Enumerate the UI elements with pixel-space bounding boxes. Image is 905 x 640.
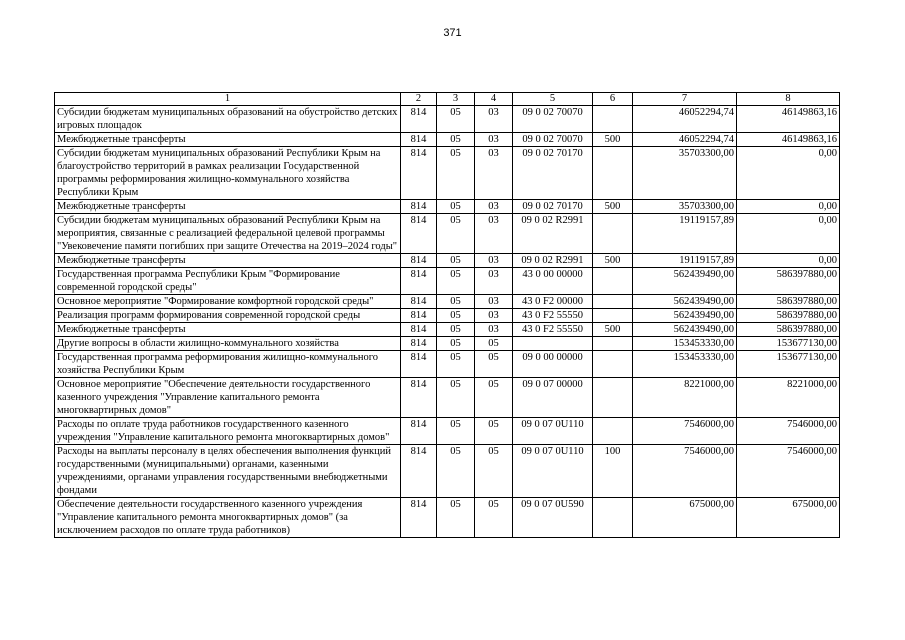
ministry-code: 814: [401, 323, 437, 337]
section-code: 05: [437, 133, 475, 147]
item-name: Основное мероприятие "Формирование комфортной городской среды": [55, 295, 401, 309]
table-row: [55, 498, 840, 538]
column-header: 4: [475, 93, 513, 106]
subsection-code: 03: [475, 147, 513, 200]
expense-type-code: [593, 309, 633, 323]
amount-year-1: 46052294,74: [633, 106, 737, 133]
amount-year-1: 153453330,00: [633, 351, 737, 378]
amount-year-2: 586397880,00: [737, 295, 840, 309]
ministry-code: 814: [401, 133, 437, 147]
ministry-code: 814: [401, 498, 437, 538]
section-code: 05: [437, 351, 475, 378]
section-code: 05: [437, 268, 475, 295]
amount-year-1: 562439490,00: [633, 323, 737, 337]
amount-year-2: 46149863,16: [737, 106, 840, 133]
table-row: [55, 106, 840, 133]
amount-year-2: 0,00: [737, 200, 840, 214]
section-code: 05: [437, 106, 475, 133]
amount-year-2: 8221000,00: [737, 378, 840, 418]
subsection-code: 03: [475, 254, 513, 268]
section-code: 05: [437, 214, 475, 254]
expense-type-code: [593, 147, 633, 200]
amount-year-1: 562439490,00: [633, 268, 737, 295]
table-row: [55, 351, 840, 378]
section-code: 05: [437, 295, 475, 309]
expense-type-code: [593, 106, 633, 133]
target-article-code: 09 0 02 70070: [513, 106, 593, 133]
expense-type-code: 500: [593, 254, 633, 268]
target-article-code: 09 0 07 00000: [513, 378, 593, 418]
expense-type-code: [593, 337, 633, 351]
item-name: Реализация программ формирования современной городской среды: [55, 309, 401, 323]
target-article-code: 09 0 02 70170: [513, 200, 593, 214]
subsection-code: 03: [475, 268, 513, 295]
header-row: [55, 93, 840, 106]
target-article-code: 09 0 02 70170: [513, 147, 593, 200]
amount-year-2: 586397880,00: [737, 268, 840, 295]
target-article-code: 43 0 F2 55550: [513, 323, 593, 337]
ministry-code: 814: [401, 147, 437, 200]
item-name: Межбюджетные трансферты: [55, 323, 401, 337]
ministry-code: 814: [401, 309, 437, 323]
amount-year-1: 19119157,89: [633, 254, 737, 268]
section-code: 05: [437, 200, 475, 214]
ministry-code: 814: [401, 418, 437, 445]
ministry-code: 814: [401, 214, 437, 254]
expense-type-code: [593, 351, 633, 378]
subsection-code: 03: [475, 309, 513, 323]
amount-year-2: 586397880,00: [737, 309, 840, 323]
subsection-code: 05: [475, 418, 513, 445]
expense-type-code: 100: [593, 445, 633, 498]
target-article-code: 43 0 F2 55550: [513, 309, 593, 323]
column-header: 6: [593, 93, 633, 106]
ministry-code: 814: [401, 254, 437, 268]
subsection-code: 05: [475, 498, 513, 538]
ministry-code: 814: [401, 445, 437, 498]
expense-type-code: 500: [593, 133, 633, 147]
section-code: 05: [437, 323, 475, 337]
amount-year-1: 46052294,74: [633, 133, 737, 147]
table-row: [55, 254, 840, 268]
table-row: [55, 445, 840, 498]
item-name: Государственная программа реформирования жилищно-коммунального хозяйства Республики Крым: [55, 351, 401, 378]
table-row: [55, 323, 840, 337]
page-number: 371: [443, 27, 462, 39]
subsection-code: 05: [475, 445, 513, 498]
table-row: [55, 309, 840, 323]
item-name: Межбюджетные трансферты: [55, 200, 401, 214]
amount-year-2: 0,00: [737, 147, 840, 200]
amount-year-1: 675000,00: [633, 498, 737, 538]
ministry-code: 814: [401, 351, 437, 378]
expense-type-code: [593, 498, 633, 538]
ministry-code: 814: [401, 295, 437, 309]
item-name: Основное мероприятие "Обеспечение деятельности государственного казенного учреждения "Управление капитального ремонта многоквартирных домов": [55, 378, 401, 418]
subsection-code: 03: [475, 106, 513, 133]
item-name: Обеспечение деятельности государственного казенного учреждения "Управление капитального ремонта многоквартирных домов" (за исключением расходов по оплате труда работников): [55, 498, 401, 538]
expense-type-code: 500: [593, 200, 633, 214]
table-row: [55, 418, 840, 445]
ministry-code: 814: [401, 200, 437, 214]
amount-year-1: 8221000,00: [633, 378, 737, 418]
amount-year-1: 7546000,00: [633, 445, 737, 498]
expense-type-code: [593, 268, 633, 295]
target-article-code: 09 0 02 70070: [513, 133, 593, 147]
column-header: 3: [437, 93, 475, 106]
item-name: Межбюджетные трансферты: [55, 254, 401, 268]
item-name: Межбюджетные трансферты: [55, 133, 401, 147]
amount-year-1: 562439490,00: [633, 295, 737, 309]
column-header: 7: [633, 93, 737, 106]
item-name: Государственная программа Республики Крым "Формирование современной городской среды": [55, 268, 401, 295]
table-row: [55, 200, 840, 214]
table-row: [55, 214, 840, 254]
amount-year-2: 675000,00: [737, 498, 840, 538]
section-code: 05: [437, 378, 475, 418]
table-row: [55, 378, 840, 418]
subsection-code: 05: [475, 378, 513, 418]
subsection-code: 03: [475, 214, 513, 254]
column-header: 8: [737, 93, 840, 106]
ministry-code: 814: [401, 378, 437, 418]
column-header: 5: [513, 93, 593, 106]
amount-year-1: 562439490,00: [633, 309, 737, 323]
expense-type-code: 500: [593, 323, 633, 337]
amount-year-1: 35703300,00: [633, 147, 737, 200]
subsection-code: 05: [475, 337, 513, 351]
expense-type-code: [593, 378, 633, 418]
target-article-code: 09 0 02 R2991: [513, 214, 593, 254]
item-name: Субсидии бюджетам муниципальных образований на обустройство детских игровых площадок: [55, 106, 401, 133]
amount-year-1: 7546000,00: [633, 418, 737, 445]
table-row: [55, 295, 840, 309]
subsection-code: 03: [475, 295, 513, 309]
item-name: Расходы по оплате труда работников государственного казенного учреждения "Управление капитального ремонта многоквартирных домов": [55, 418, 401, 445]
table-row: [55, 268, 840, 295]
target-article-code: 09 0 02 R2991: [513, 254, 593, 268]
subsection-code: 03: [475, 323, 513, 337]
amount-year-2: 7546000,00: [737, 418, 840, 445]
amount-year-2: 46149863,16: [737, 133, 840, 147]
amount-year-2: 153677130,00: [737, 337, 840, 351]
ministry-code: 814: [401, 268, 437, 295]
subsection-code: 05: [475, 351, 513, 378]
subsection-code: 03: [475, 200, 513, 214]
amount-year-1: 35703300,00: [633, 200, 737, 214]
subsection-code: 03: [475, 133, 513, 147]
target-article-code: 09 0 07 0U590: [513, 498, 593, 538]
target-article-code: 43 0 00 00000: [513, 268, 593, 295]
ministry-code: 814: [401, 337, 437, 351]
section-code: 05: [437, 337, 475, 351]
column-header: 2: [401, 93, 437, 106]
amount-year-2: 7546000,00: [737, 445, 840, 498]
expense-type-code: [593, 214, 633, 254]
expense-type-code: [593, 295, 633, 309]
amount-year-1: 19119157,89: [633, 214, 737, 254]
target-article-code: 43 0 F2 00000: [513, 295, 593, 309]
section-code: 05: [437, 498, 475, 538]
amount-year-2: 586397880,00: [737, 323, 840, 337]
target-article-code: 09 0 00 00000: [513, 351, 593, 378]
section-code: 05: [437, 147, 475, 200]
column-header: 1: [55, 93, 401, 106]
item-name: Другие вопросы в области жилищно-коммунального хозяйства: [55, 337, 401, 351]
amount-year-1: 153453330,00: [633, 337, 737, 351]
section-code: 05: [437, 445, 475, 498]
section-code: 05: [437, 418, 475, 445]
target-article-code: 09 0 07 0U110: [513, 445, 593, 498]
table-row: [55, 133, 840, 147]
amount-year-2: 0,00: [737, 254, 840, 268]
expense-type-code: [593, 418, 633, 445]
budget-table: [54, 92, 840, 538]
section-code: 05: [437, 309, 475, 323]
amount-year-2: 153677130,00: [737, 351, 840, 378]
table-row: [55, 337, 840, 351]
ministry-code: 814: [401, 106, 437, 133]
section-code: 05: [437, 254, 475, 268]
table-row: [55, 147, 840, 200]
item-name: Субсидии бюджетам муниципальных образований Республики Крым на благоустройство территорий в рамках реализации Государственной программы реформирования жилищно-коммунального хозяйства Республики Крым: [55, 147, 401, 200]
item-name: Расходы на выплаты персоналу в целях обеспечения выполнения функций государственными (муниципальными) органами, казенными учреждениями, органами управления государственными внебюджетными фондами: [55, 445, 401, 498]
target-article-code: [513, 337, 593, 351]
target-article-code: 09 0 07 0U110: [513, 418, 593, 445]
item-name: Субсидии бюджетам муниципальных образований Республики Крым на мероприятия, связанные с реализацией федеральной целевой программы "Увековечение памяти погибших при защите Отечества на 2019–2024 годы": [55, 214, 401, 254]
amount-year-2: 0,00: [737, 214, 840, 254]
